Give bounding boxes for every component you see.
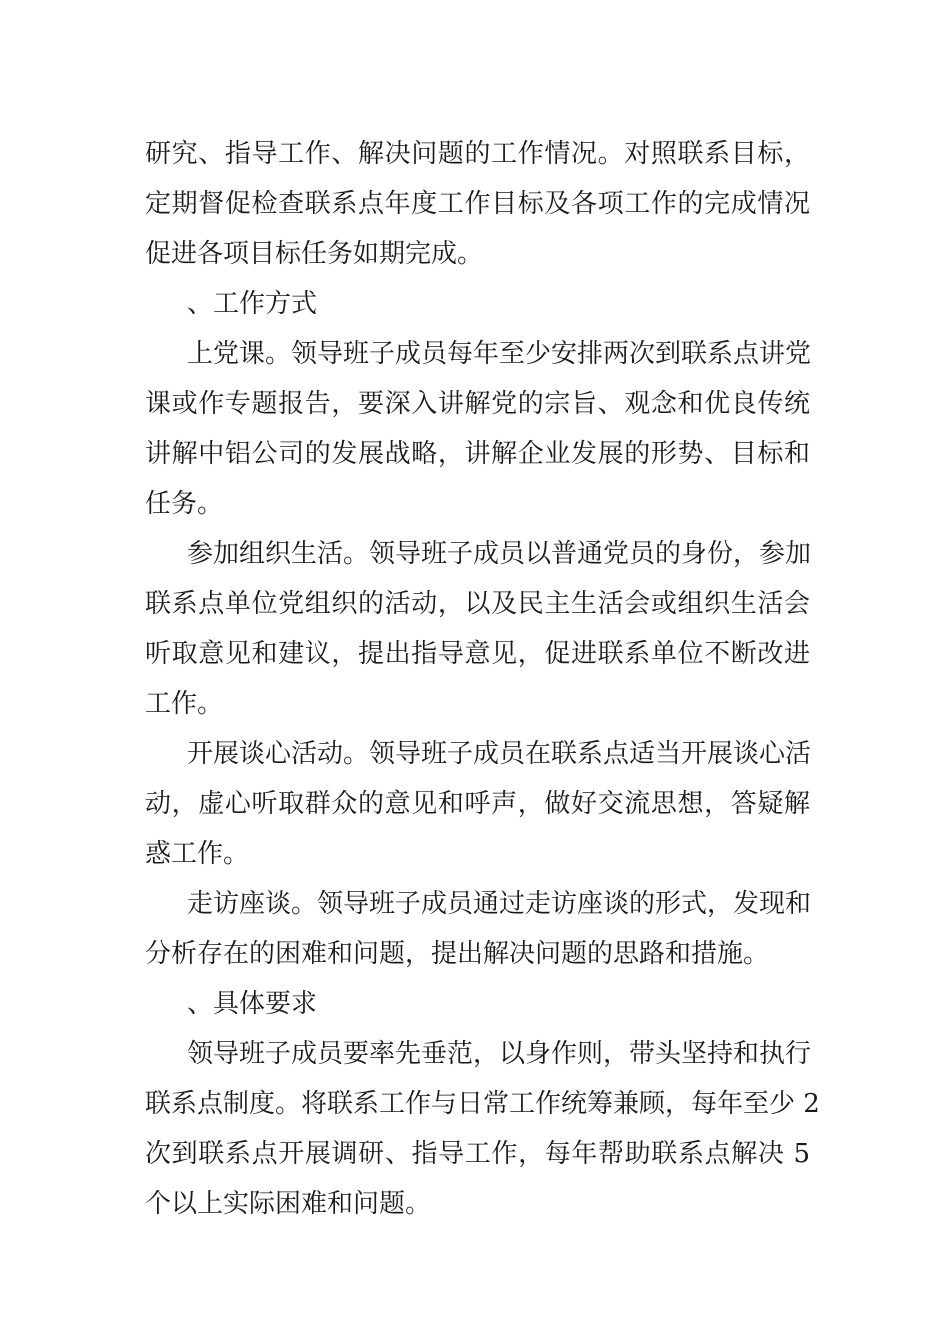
paragraph-line: 参加组织生活。领导班子成员以普通党员的身份，参加 bbox=[187, 539, 812, 569]
paragraph-line: 课或作专题报告，要深入讲解党的宗旨、观念和优良传统 bbox=[145, 389, 810, 419]
paragraph-line: 听取意见和建议，提出指导意见，促进联系单位不断改进 bbox=[145, 639, 810, 669]
section-heading-work-method: 、工作方式 bbox=[187, 289, 318, 319]
paragraph-line: 分析存在的困难和问题，提出解决问题的思路和措施。 bbox=[145, 939, 770, 969]
paragraph-line: 领导班子成员要率先垂范，以身作则，带头坚持和执行 bbox=[187, 1039, 812, 1069]
paragraph-line: 上党课。领导班子成员每年至少安排两次到联系点讲党 bbox=[187, 339, 812, 369]
paragraph-line: 联系点制度。将联系工作与日常工作统筹兼顾，每年至少 2 bbox=[145, 1089, 820, 1119]
paragraph-line: 促进各项目标任务如期完成。 bbox=[145, 239, 484, 269]
document-body bbox=[145, 129, 820, 1229]
paragraph-line: 走访座谈。领导班子成员通过走访座谈的形式，发现和 bbox=[187, 889, 812, 919]
paragraph-line: 开展谈心活动。领导班子成员在联系点适当开展谈心活 bbox=[187, 739, 812, 769]
paragraph-line: 定期督促检查联系点年度工作目标及各项工作的完成情况 bbox=[145, 189, 810, 219]
paragraph-line: 任务。 bbox=[145, 489, 224, 519]
paragraph-line: 讲解中铝公司的发展战略，讲解企业发展的形势、目标和 bbox=[145, 439, 810, 469]
paragraph-line: 次到联系点开展调研、指导工作，每年帮助联系点解决 5 bbox=[145, 1139, 810, 1169]
paragraph-line: 工作。 bbox=[145, 689, 224, 719]
paragraph-line: 研究、指导工作、解决问题的工作情况。对照联系目标， bbox=[145, 139, 810, 169]
paragraph-line: 动，虚心听取群众的意见和呼声，做好交流思想，答疑解 bbox=[145, 789, 810, 819]
paragraph-line: 个以上实际困难和问题。 bbox=[145, 1189, 432, 1219]
section-heading-requirements: 、具体要求 bbox=[187, 989, 318, 1019]
paragraph-line: 联系点单位党组织的活动，以及民主生活会或组织生活会 bbox=[145, 589, 810, 619]
paragraph-line: 惑工作。 bbox=[145, 839, 250, 869]
